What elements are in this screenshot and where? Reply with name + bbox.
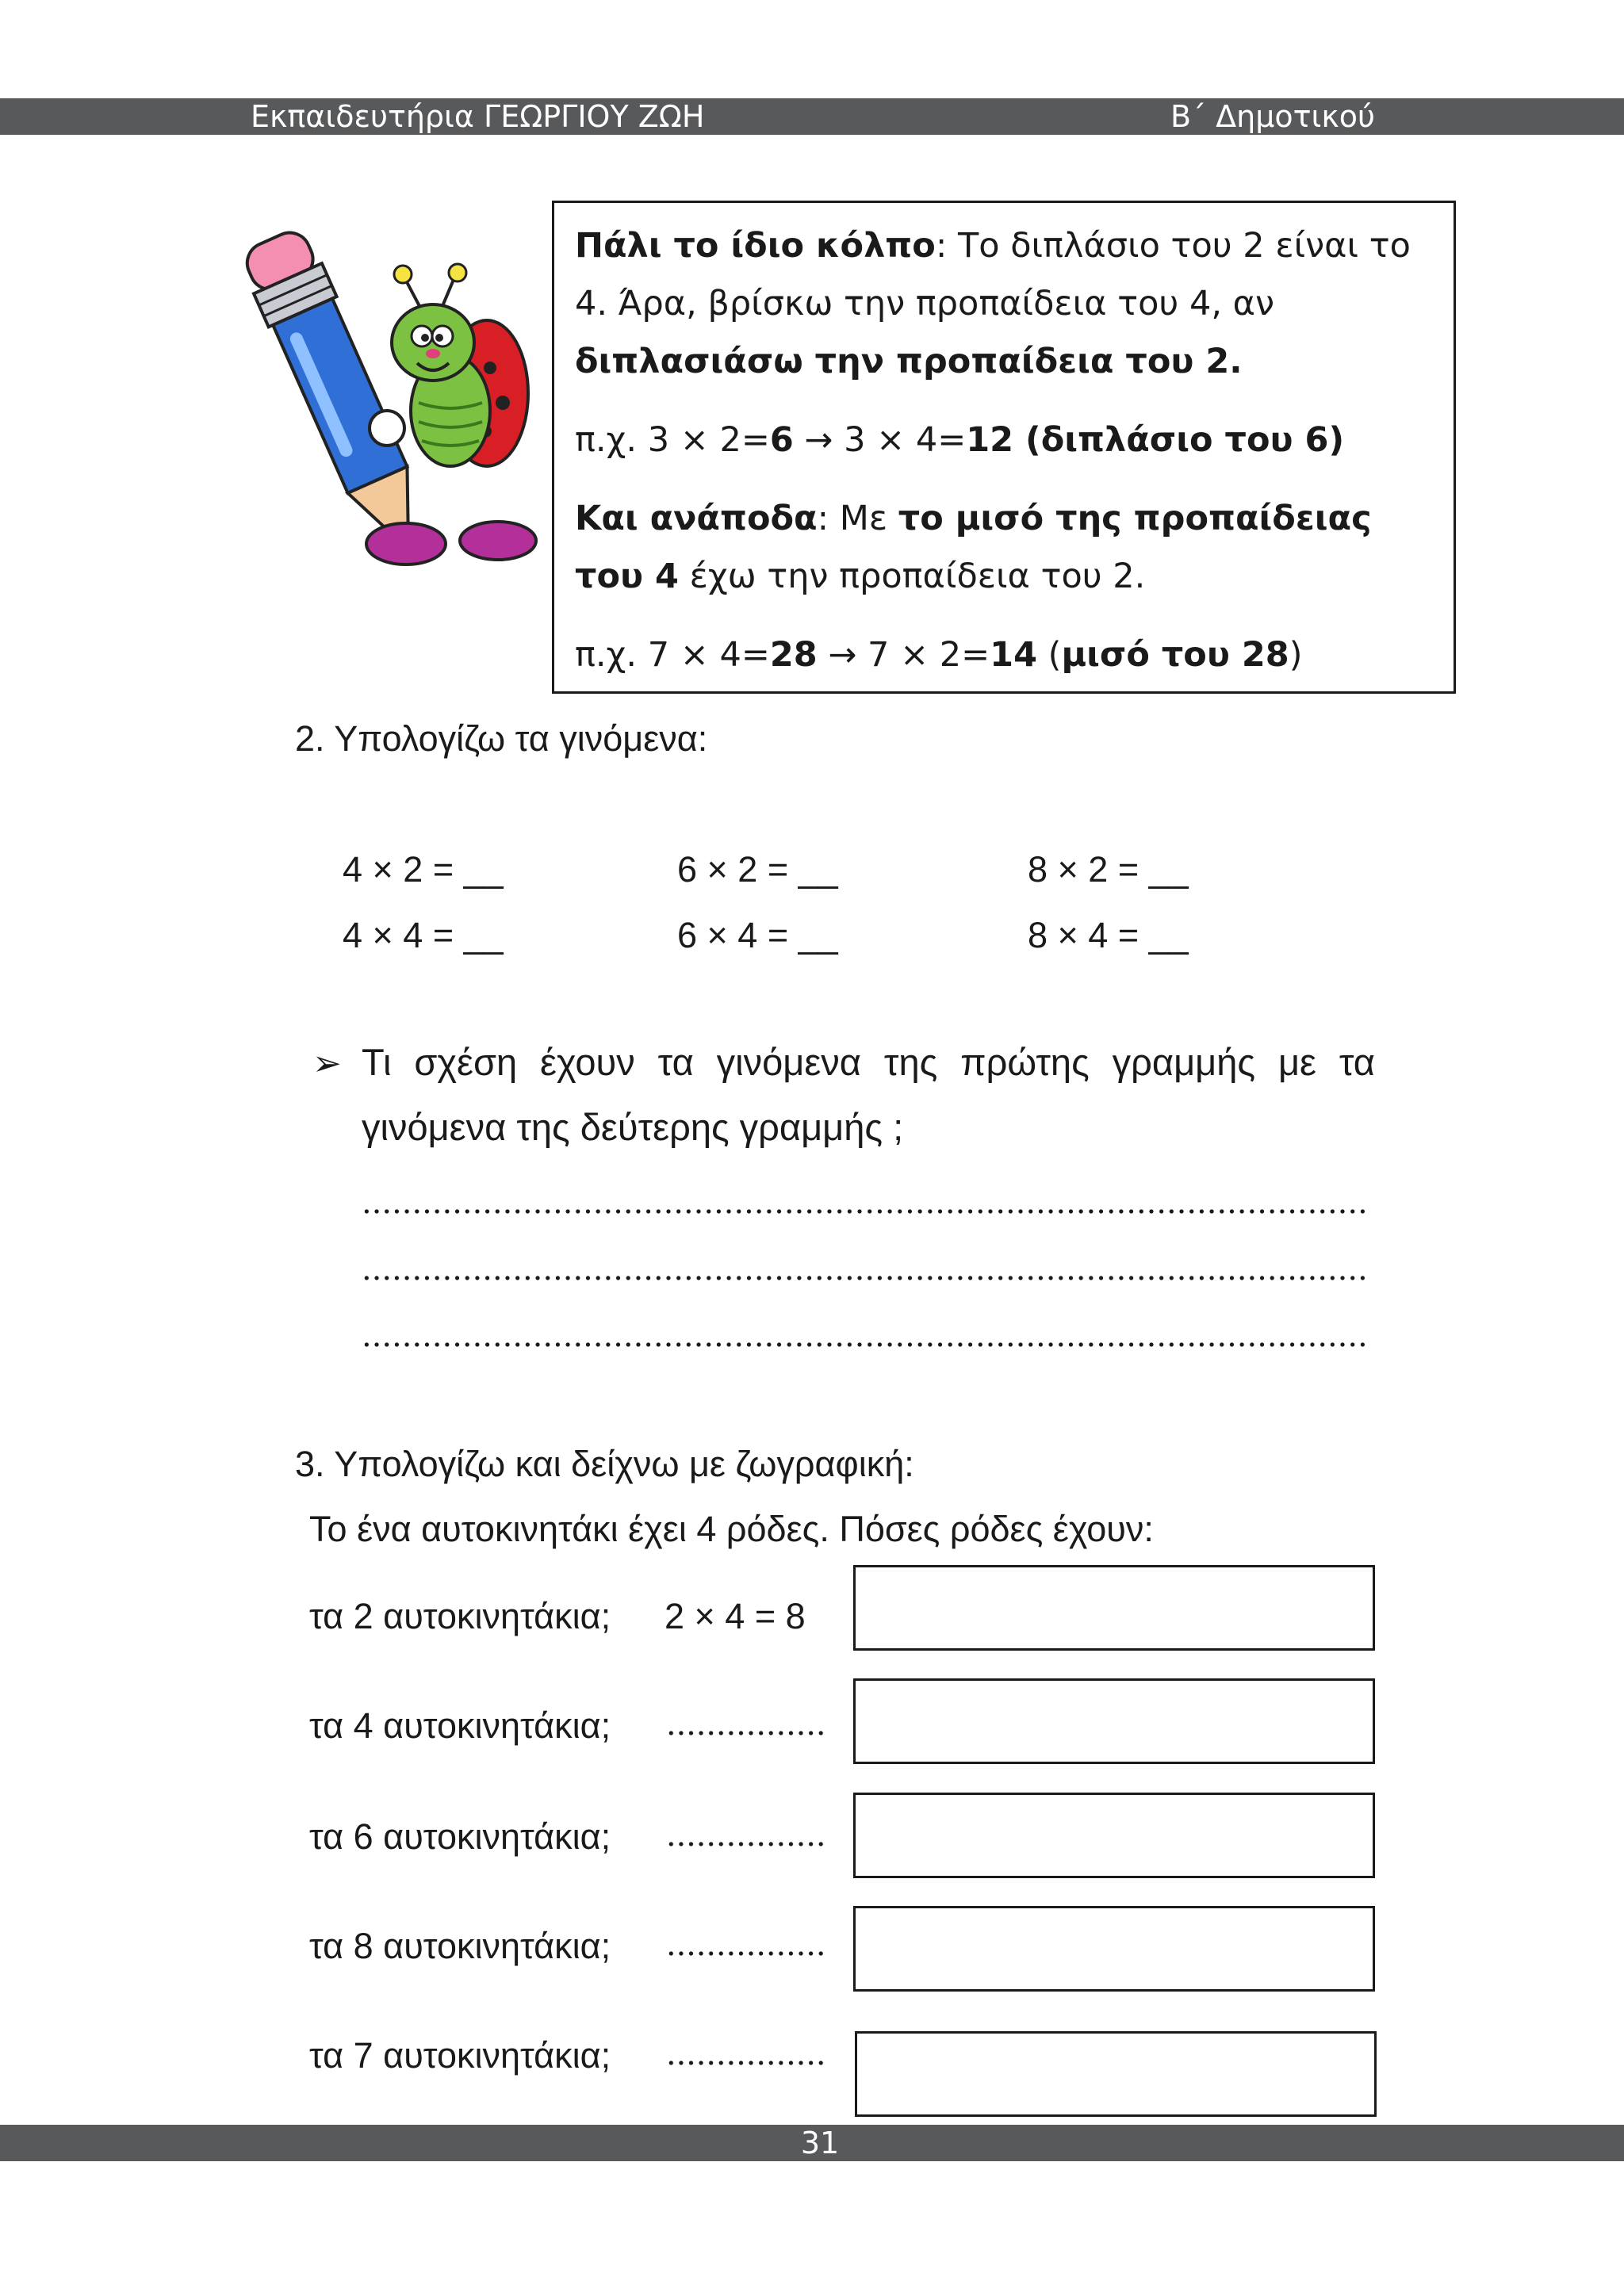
page-header — [0, 98, 1624, 135]
answer-dotted-line[interactable] — [666, 2036, 825, 2071]
answer-dotted-line[interactable] — [362, 1318, 1369, 1353]
tip-text: π.χ. 3 × 2= — [575, 420, 770, 460]
answer-dotted-line[interactable] — [362, 1251, 1369, 1286]
exercise-3-title: 3. Υπολογίζω και δείχνω με ζωγραφική: — [295, 1444, 914, 1484]
tip-text: : Το διπλάσιο του 2 είναι το 4. Άρα, βρίσκω την προπαίδεια του 4, αν — [575, 226, 1411, 323]
arrow-bullet-icon: ➢ — [312, 1044, 342, 1083]
tip-emphasis: 14 — [990, 635, 1038, 675]
product-item: 8 × 2 = __ — [1028, 849, 1189, 890]
tip-emphasis: 28 — [769, 635, 818, 675]
tip-text: ( — [1037, 635, 1062, 675]
question-word: γραμμής — [1112, 1041, 1256, 1083]
tip-text: : Με — [817, 499, 898, 538]
question-word: τα — [657, 1041, 694, 1083]
tip-emphasis: διπλασιάσω την προπαίδεια του 2. — [575, 342, 1243, 381]
row-label: τα 2 αυτοκινητάκια; — [309, 1596, 611, 1636]
tip-text: π.χ. 7 × 4= — [575, 635, 770, 675]
question-word: γινόμενα — [716, 1041, 861, 1083]
question-word: Τι — [362, 1041, 392, 1083]
drawing-box[interactable] — [853, 1906, 1375, 1992]
answer-dotted-line[interactable] — [666, 1706, 825, 1741]
product-item: 4 × 2 = __ — [343, 849, 504, 890]
drawing-box[interactable] — [853, 1565, 1375, 1651]
tip-box — [552, 201, 1456, 694]
question-line-2: γινόμενα της δεύτερης γραμμής ; — [362, 1106, 904, 1148]
answer-dotted-line[interactable] — [666, 1927, 825, 1961]
row-label: τα 8 αυτοκινητάκια; — [309, 1926, 611, 1966]
drawing-box[interactable] — [853, 1678, 1375, 1764]
question-word: τα — [1339, 1041, 1375, 1083]
row-label: τα 6 αυτοκινητάκια; — [309, 1816, 611, 1857]
tip-paragraph-1 — [575, 217, 1434, 391]
product-item: 8 × 4 = __ — [1028, 915, 1189, 955]
tip-emphasis: 12 (διπλάσιο του 6) — [966, 420, 1345, 460]
product-item: 6 × 2 = __ — [677, 849, 838, 890]
tip-emphasis: το μισό της προπαίδειας του 4 — [575, 499, 1372, 596]
tip-paragraph-2 — [575, 490, 1434, 606]
page-footer — [0, 2125, 1624, 2161]
product-item: 6 × 4 = __ — [677, 915, 838, 955]
school-name: Εκπαιδευτήρια ΓΕΩΡΓΙΟΥ ΖΩΗ — [251, 99, 705, 134]
tip-emphasis: μισό του 28 — [1061, 635, 1289, 675]
tip-text: ) — [1289, 635, 1303, 675]
question-word: σχέση — [414, 1041, 518, 1083]
drawing-box[interactable] — [853, 1793, 1375, 1878]
tip-text: → 7 × 2= — [817, 635, 990, 675]
row-answer: 2 × 4 = 8 — [665, 1596, 806, 1636]
row-label: τα 7 αυτοκινητάκια; — [309, 2035, 611, 2076]
tip-text: έχω την προπαίδεια του 2. — [678, 557, 1146, 596]
question-word: πρώτης — [960, 1041, 1090, 1083]
exercise-2-title: 2. Υπολογίζω τα γινόμενα: — [295, 718, 708, 759]
tip-text: → 3 × 4= — [793, 420, 967, 460]
product-item: 4 × 4 = __ — [343, 915, 504, 955]
row-label: τα 4 αυτοκινητάκια; — [309, 1705, 611, 1746]
tip-heading: Και ανάποδα — [575, 499, 818, 538]
answer-dotted-line[interactable] — [362, 1184, 1369, 1219]
question-line-1 — [362, 1040, 1375, 1084]
tip-example-1 — [575, 411, 1434, 469]
tip-example-2 — [575, 626, 1434, 684]
exercise-3-intro: Το ένα αυτοκινητάκι έχει 4 ρόδες. Πόσες ρόδες έχουν: — [309, 1509, 1154, 1549]
grade-label: Β΄ Δημοτικού — [1170, 99, 1375, 134]
page-number: 31 — [800, 2126, 840, 2160]
drawing-box[interactable] — [855, 2031, 1377, 2117]
question-word: με — [1277, 1041, 1316, 1083]
question-word: έχουν — [540, 1041, 635, 1083]
tip-heading: Πάλι το ίδιο κόλπο — [575, 226, 936, 266]
tip-emphasis: 6 — [769, 420, 794, 460]
question-word: της — [883, 1041, 938, 1083]
pencil-ladybug-illustration — [235, 195, 552, 591]
answer-dotted-line[interactable] — [666, 1817, 825, 1852]
